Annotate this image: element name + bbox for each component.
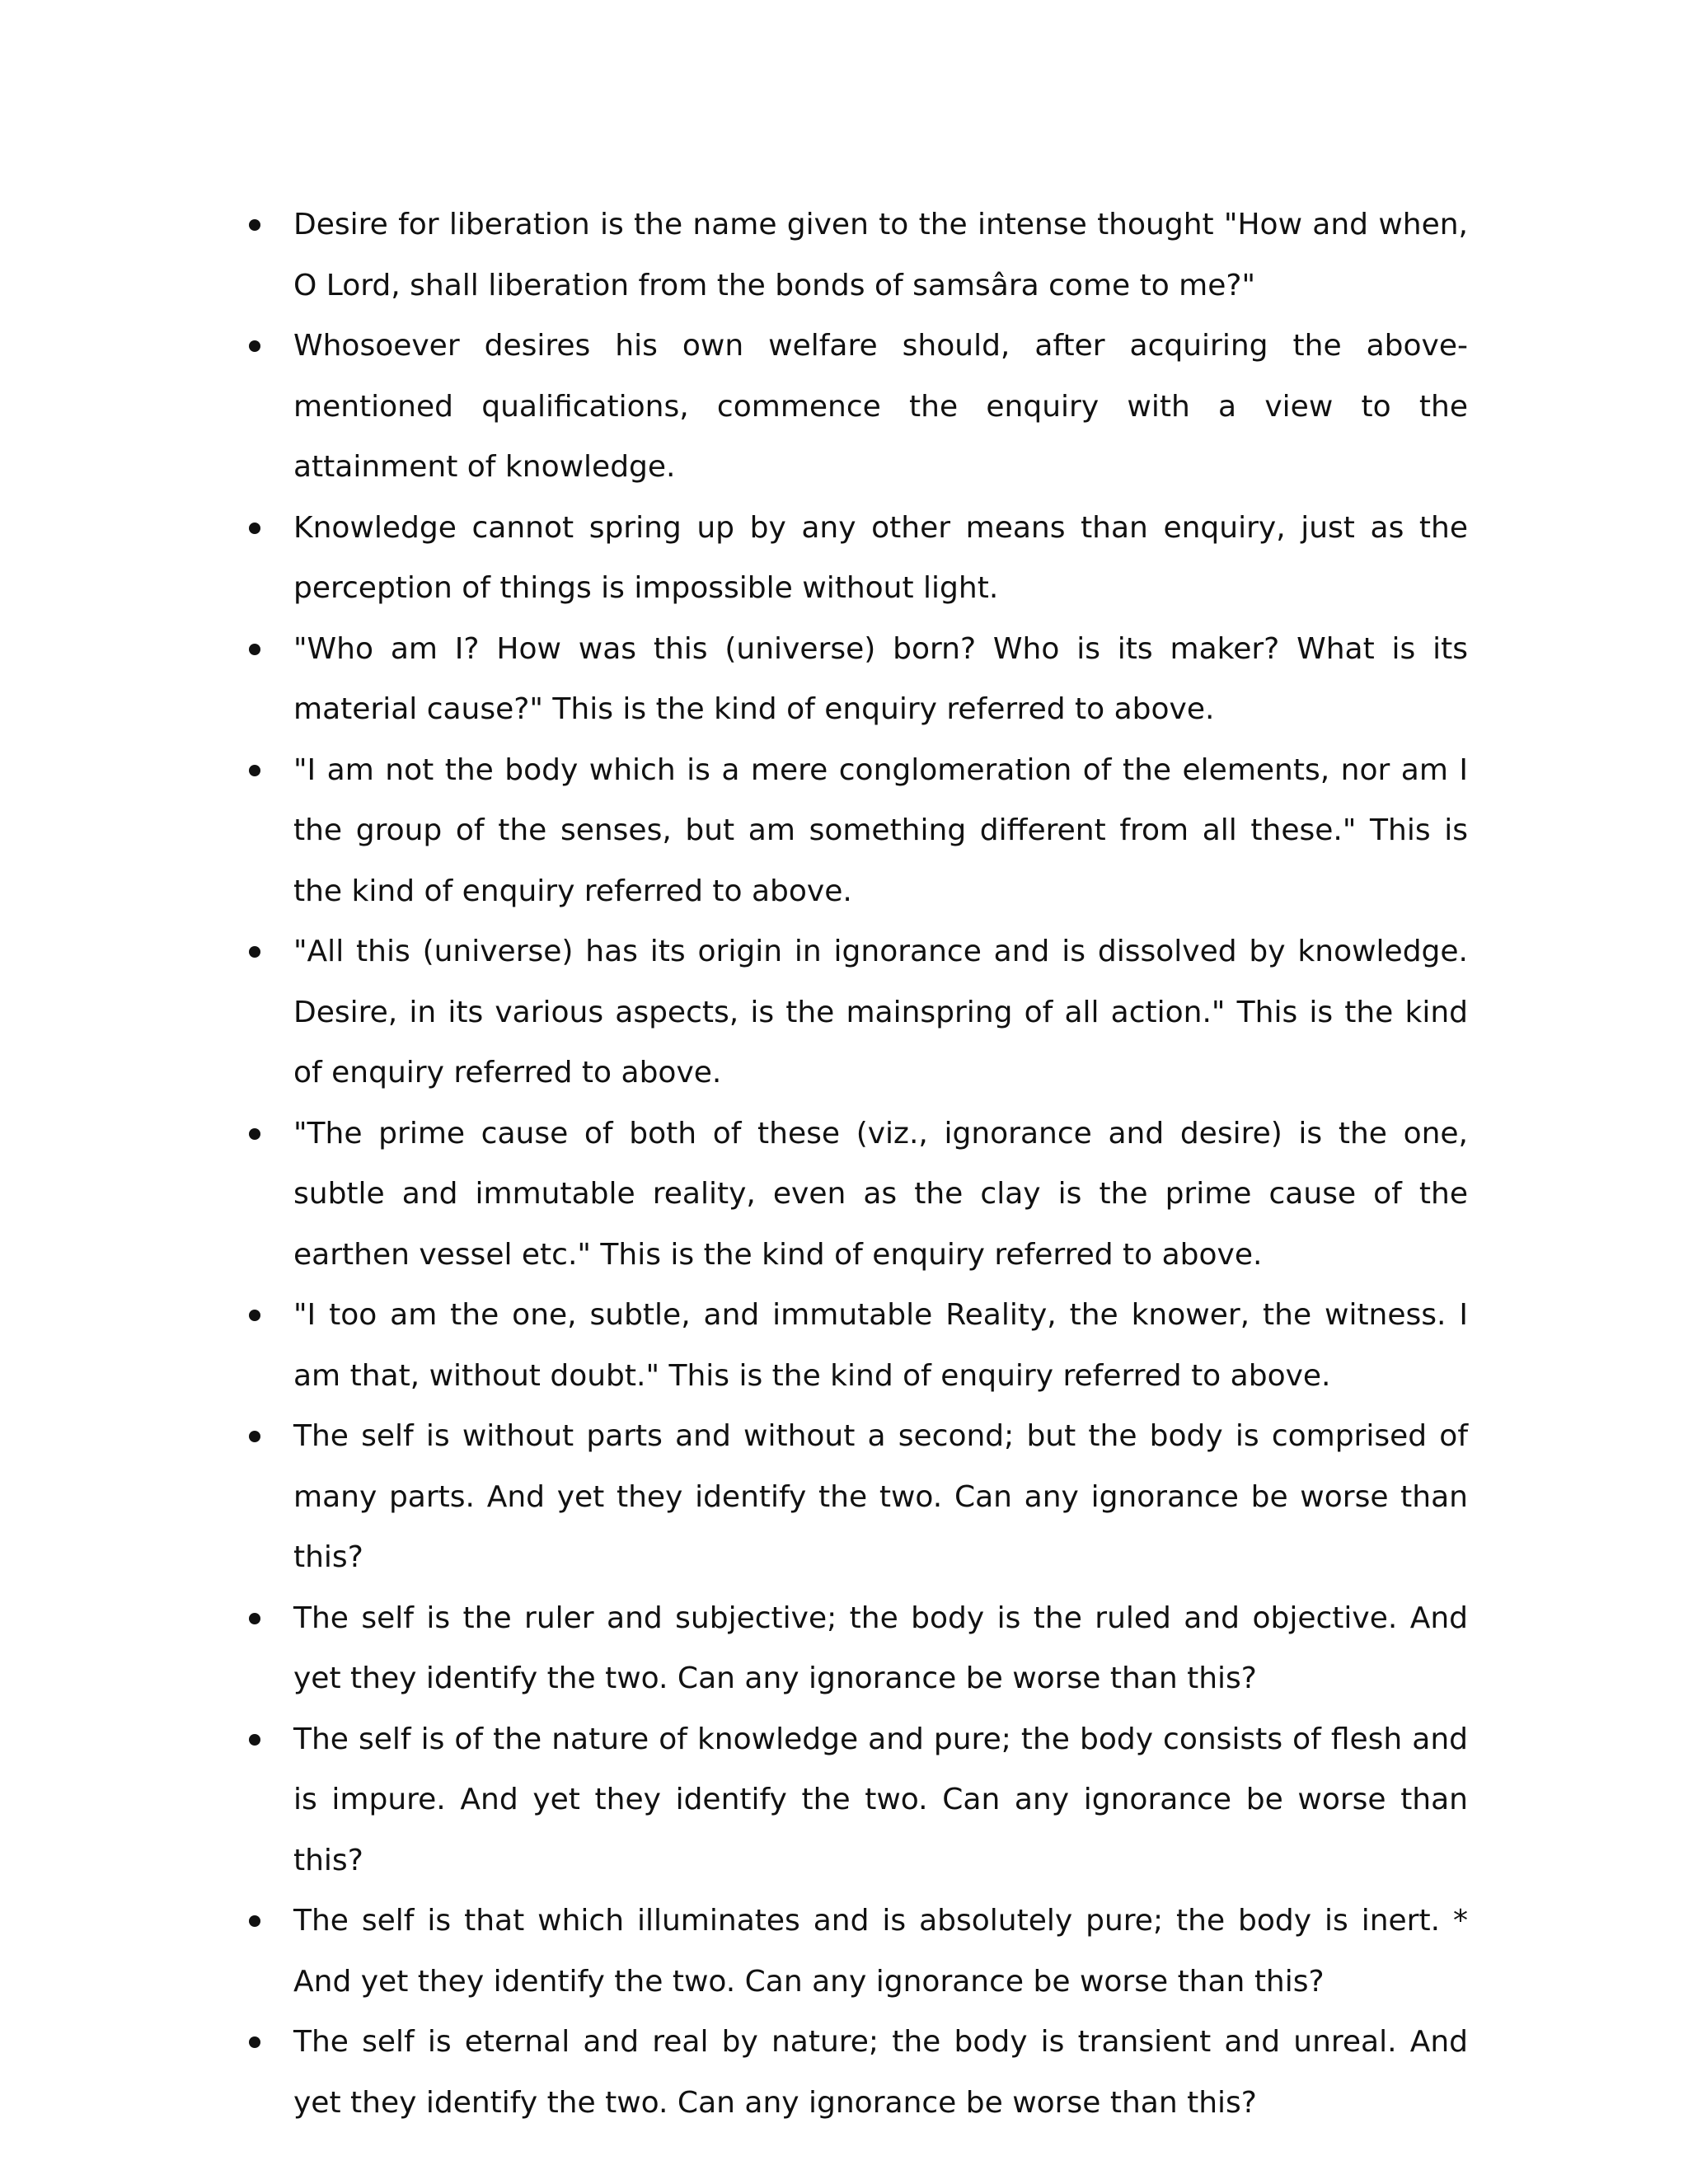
list-item (293, 1709, 1468, 1891)
list-item (293, 316, 1468, 498)
list-item (293, 619, 1468, 740)
list-item (293, 1406, 1468, 1588)
list-item (293, 1891, 1468, 2012)
list-item-text: The self is eternal and real by nature; the body is transient and unreal. And yet they identify the two. Can any ignorance be worse than this? (293, 2025, 1468, 2120)
bullet-icon (249, 1734, 260, 1746)
list-item (293, 1588, 1468, 1709)
list-item-text: "The prime cause of both of these (viz., ignorance and desire) is the one, subtle and immutable reality, even as the clay is the prime cause of the earthen vessel etc." This is the kind of enquiry referred to above. (293, 1116, 1468, 1272)
list-item-text: Knowledge cannot spring up by any other means than enquiry, just as the perception of things is impossible without light. (293, 510, 1468, 605)
list-item (293, 921, 1468, 1104)
bullet-icon (249, 523, 260, 534)
list-item-text: "All this (universe) has its origin in ignorance and is dissolved by knowledge. Desire, in its various aspects, is the mainspring of all action." This is the kind of enquiry referred to above. (293, 935, 1468, 1090)
bullet-icon (249, 340, 260, 352)
list-item-text: The self is that which illuminates and is absolutely pure; the body is inert. * And yet they identify the two. Can any ignorance be worse than this? (293, 1904, 1468, 1999)
bullet-icon (249, 946, 260, 958)
list-item-text: The self is the ruler and subjective; the body is the ruled and objective. And yet they identify the two. Can any ignorance be worse than this? (293, 1601, 1468, 1695)
list-item-text: The self is of the nature of knowledge and pure; the body consists of flesh and is impure. And yet they identify the two. Can any ignorance be worse than this? (293, 1722, 1468, 1877)
bullet-icon (249, 2036, 260, 2048)
bullet-icon (249, 1613, 260, 1624)
bullet-icon (249, 219, 260, 231)
bullet-icon (249, 1310, 260, 1321)
bullet-list (293, 194, 1468, 2133)
bullet-icon (249, 1915, 260, 1927)
list-item-text: "Who am I? How was this (universe) born? Who is its maker? What is its material cause?" This is the kind of enquiry referred to above. (293, 631, 1468, 726)
list-item-text: Desire for liberation is the name given to the intense thought "How and when, O Lord, shall liberation from the bonds of samsâra come to me?" (293, 208, 1468, 302)
list-item (293, 1104, 1468, 1286)
bullet-icon (249, 1128, 260, 1140)
list-item (293, 194, 1468, 316)
list-item-text: Whosoever desires his own welfare should, after acquiring the above-mentioned qualifications, commence the enquiry with a view to the attainment of knowledge. (293, 329, 1468, 484)
bullet-icon (249, 765, 260, 776)
list-item (293, 740, 1468, 922)
list-item (293, 2012, 1468, 2133)
list-item-text: The self is without parts and without a second; but the body is comprised of many parts. And yet they identify the two. Can any ignorance be worse than this? (293, 1419, 1468, 1574)
bullet-icon (249, 644, 260, 655)
list-item (293, 1285, 1468, 1406)
list-item-text: "I too am the one, subtle, and immutable Reality, the knower, the witness. I am that, without doubt." This is the kind of enquiry referred to above. (293, 1298, 1468, 1393)
bullet-icon (249, 1431, 260, 1442)
list-item-text: "I am not the body which is a mere conglomeration of the elements, nor am I the group of the senses, but am something different from all these." This is the kind of enquiry referred to above. (293, 752, 1468, 908)
list-item (293, 498, 1468, 619)
